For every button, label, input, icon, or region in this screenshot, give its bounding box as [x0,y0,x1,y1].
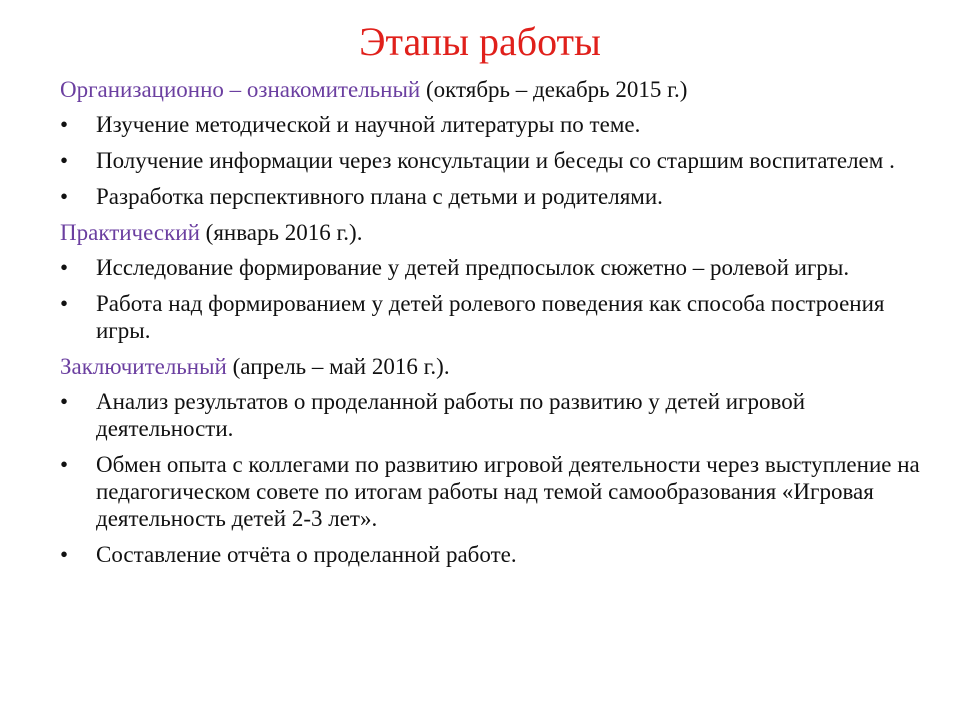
list-item [60,541,920,568]
list-item [60,388,920,442]
list-item [60,183,920,210]
bullet-icon: • [60,452,69,477]
list-item [60,111,920,138]
stage-name: Заключительный [60,354,227,379]
bullet-icon: • [60,389,69,414]
stage-name: Организационно – ознакомительный [60,77,421,102]
stage-period: (апрель – май 2016 г.). [226,354,450,379]
list-item [60,147,920,174]
list-item-text: Разработка перспективного плана с детьми и родителями. [96,184,663,209]
stage-heading-organizational [60,76,920,103]
stage-heading-final [60,353,920,380]
list-item-text: Анализ результатов о проделанной работы по развитию у детей игровой деятельности. [96,389,806,441]
list-item-text: Работа над формированием у детей ролевого поведения как способа построения игры. [96,291,885,343]
stage-period: (январь 2016 г.). [199,220,363,245]
list-item-text: Получение информации через консультации и беседы со старшим воспитателем . [96,148,895,173]
bullet-icon: • [60,291,69,316]
list-item [60,254,920,281]
bullet-icon: • [60,112,69,137]
stage-period: (октябрь – декабрь 2015 г.) [420,77,688,102]
stage-name: Практический [60,220,200,245]
bullet-icon: • [60,255,69,280]
stage-heading-practical [60,219,920,246]
bullet-icon: • [60,148,69,173]
list-item-text: Исследование формирование у детей предпосылок сюжетно – ролевой игры. [96,255,850,280]
stage-items-final [60,388,920,568]
bullet-icon: • [60,184,69,209]
stage-items-organizational [60,111,920,210]
list-item [60,290,920,344]
list-item-text: Изучение методической и научной литературы по теме. [96,112,641,137]
bullet-icon: • [60,542,69,567]
stage-items-practical [60,254,920,344]
list-item [60,451,920,532]
slide-content [60,76,920,577]
list-item-text: Обмен опыта с коллегами по развитию игровой деятельности через выступление на педагогическом совете по итогам работы над темой самообразования «Игровая деятельность детей 2-3 лет». [96,452,920,531]
slide-title: Этапы работы [359,19,601,64]
list-item-text: Составление отчёта о проделанной работе. [96,542,517,567]
